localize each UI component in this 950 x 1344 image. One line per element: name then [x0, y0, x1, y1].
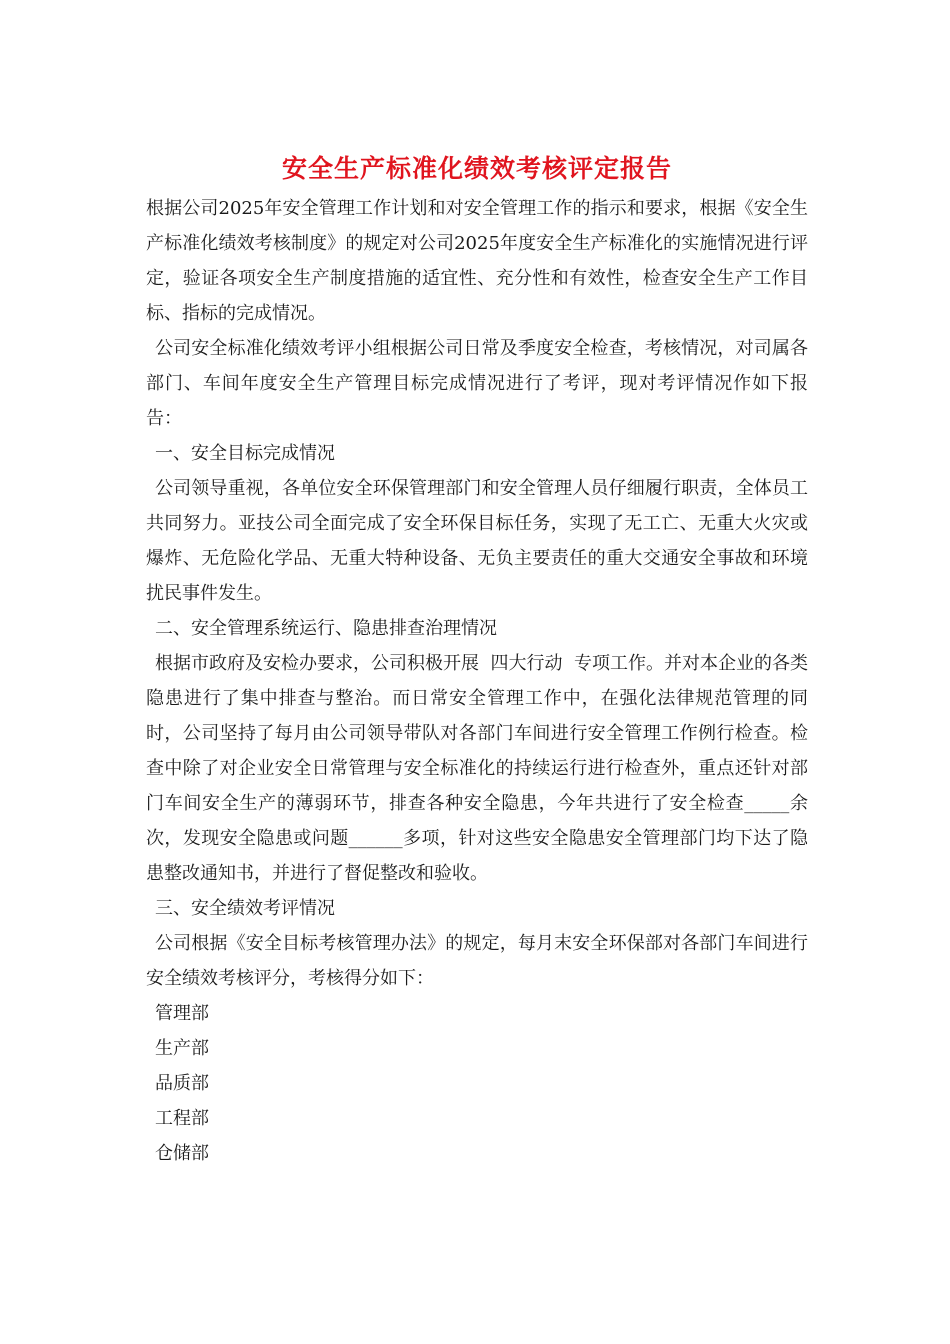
section-2-body: 根据市政府及安检办要求，公司积极开展 四大行动 专项工作。并对本企业的各类隐患进行了集中排查与整治。而日常安全管理工作中，在强化法律规范管理的同时，公司坚持了每月由公司领导带队对各部门车间进行安全管理工作例行检查。检查中除了对企业安全日常管理与安全标准化的持续运行进行检查外，重点还针对部门车间安全生产的薄弱环节，排查各种安全隐患，今年共进行了安全检查_____余次，发现安全隐患或问题______多项，针对这些安全隐患安全管理部门均下达了隐患整改通知书，并进行了督促整改和验收。: [146, 653, 808, 884]
department-list: [146, 996, 808, 1171]
list-item: 仓储部: [155, 1143, 209, 1164]
list-item: 生产部: [155, 1038, 209, 1059]
list-item: 管理部: [155, 1003, 209, 1024]
document-title: 安全生产标准化绩效考核评定报告: [281, 154, 672, 183]
report-summary-paragraph: 公司安全标准化绩效考评小组根据公司日常及季度安全检查，考核情况，对司属各部门、车间年度安全生产管理目标完成情况进行了考评，现对考评情况作如下报告：: [146, 338, 808, 429]
section-heading-3: 三、安全绩效考评情况: [155, 898, 335, 919]
section-1-body: 公司领导重视，各单位安全环保管理部门和安全管理人员仔细履行职责，全体员工共同努力。亚技公司全面完成了安全环保目标任务，实现了无工亡、无重大火灾或爆炸、无危险化学品、无重大特种设备、无负主要责任的重大交通安全事故和环境扰民事件发生。: [146, 478, 808, 604]
section-3-body: 公司根据《安全目标考核管理办法》的规定，每月末安全环保部对各部门车间进行安全绩效考核评分，考核得分如下：: [146, 933, 808, 989]
intro-paragraph: 根据公司2025年安全管理工作计划和对安全管理工作的指示和要求，根据《安全生产标准化绩效考核制度》的规定对公司2025年度安全生产标准化的实施情况进行评定，验证各项安全生产制度措施的适宜性、充分性和有效性，检查安全生产工作目标、指标的完成情况。: [146, 198, 808, 324]
list-item: 品质部: [155, 1073, 209, 1094]
document-page: [146, 152, 808, 1171]
list-item: 工程部: [155, 1108, 209, 1129]
section-heading-2: 二、安全管理系统运行、隐患排查治理情况: [155, 618, 497, 639]
section-heading-1: 一、安全目标完成情况: [155, 443, 335, 464]
